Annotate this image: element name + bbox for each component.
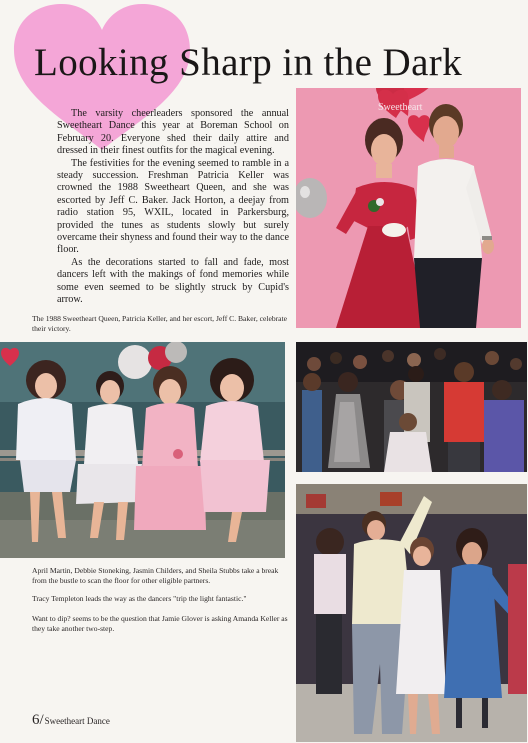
article-paragraph: As the decorations started to fall and fade, most dancers left with the makings of fond memories while some even seemed to be slightly struck by Cupid's arrow. <box>57 256 289 306</box>
queen-photo <box>296 88 521 328</box>
article-paragraph: The festivities for the evening seemed to ramble in a steady succession. Freshman Patricia Keller was crowned the 1988 Sweetheart Queen, and she was escorted by Jeff C. Baker. Jack Horton, a deejay from radio station 95, WXIL, located in Parkersburg, provided the tunes as students slowly but surely overcame their shyness and found their way to the dance floor. <box>57 157 289 256</box>
group-caption: April Martin, Debbie Stoneking, Jasmin Childers, and Sheila Stubbs take a break from the bustle to scan the floor for other eligible partners. <box>32 566 279 586</box>
tracy-caption: Tracy Templeton leads the way as the dancers "trip the light fantastic." <box>32 594 247 603</box>
page-footer <box>32 712 110 729</box>
footer-separator: / <box>39 712 44 728</box>
section-name: Sweetheart Dance <box>44 716 110 726</box>
article-paragraph: The varsity cheerleaders sponsored the annual Sweetheart Dance this year at Boreman School on February 20. Everyone shed their daily attire and dressed in their finest outfits for the magical evening. <box>57 108 289 157</box>
queen-caption: The 1988 Sweetheart Queen, Patricia Keller, and her escort, Jeff C. Baker, celebrate their victory. <box>32 314 288 334</box>
page-title: Looking Sharp in the Dark <box>34 41 463 84</box>
dip-caption: Want to dip? seems to be the question that Jamie Glover is asking Amanda Keller as they take another two-step. <box>32 614 288 634</box>
dance-floor-photo <box>296 342 527 472</box>
couple-dancing-photo <box>296 484 527 742</box>
page-number: 6 <box>32 712 40 728</box>
sweetheart-sign: Sweetheart <box>378 102 423 113</box>
article-body <box>57 108 289 307</box>
group-photo <box>0 342 285 558</box>
